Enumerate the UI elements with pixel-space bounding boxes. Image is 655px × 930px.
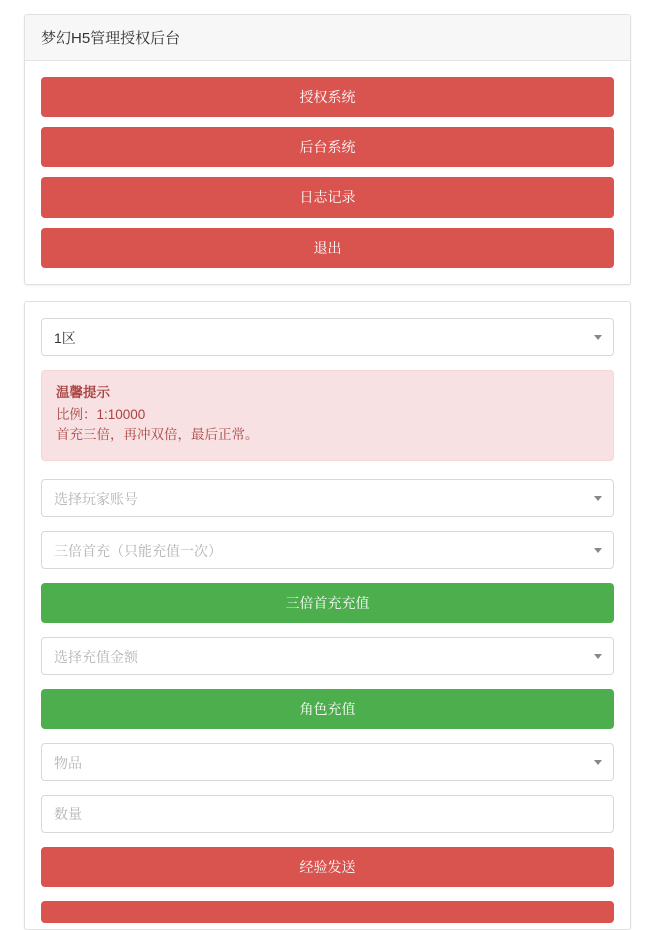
page-title: 梦幻H5管理授权后台 <box>25 15 630 61</box>
recharge-panel <box>24 301 631 930</box>
exp-send-button[interactable]: 经验发送 <box>41 847 614 887</box>
tip-alert-title: 温馨提示 <box>56 384 110 400</box>
player-account-select-value: 选择玩家账号 <box>41 479 614 517</box>
amount-select-value: 选择充值金额 <box>41 637 614 675</box>
item-select-value: 物品 <box>41 743 614 781</box>
first-charge-button[interactable]: 三倍首充充值 <box>41 583 614 623</box>
server-select-value: 1区 <box>41 318 614 356</box>
logout-button[interactable]: 退出 <box>41 228 614 268</box>
log-record-button[interactable]: 日志记录 <box>41 177 614 217</box>
chevron-down-icon <box>594 496 602 501</box>
backend-system-button[interactable]: 后台系统 <box>41 127 614 167</box>
partial-bottom-button[interactable] <box>41 901 614 923</box>
chevron-down-icon <box>594 654 602 659</box>
chevron-down-icon <box>594 760 602 765</box>
quantity-input[interactable] <box>41 795 614 833</box>
server-select[interactable] <box>41 318 614 356</box>
chevron-down-icon <box>594 548 602 553</box>
chevron-down-icon <box>594 335 602 340</box>
recharge-form <box>25 302 630 929</box>
role-charge-button[interactable]: 角色充值 <box>41 689 614 729</box>
item-select[interactable] <box>41 743 614 781</box>
first-charge-select[interactable] <box>41 531 614 569</box>
tip-alert-line-2: 首充三倍，再冲双倍，最后正常。 <box>56 427 259 443</box>
player-account-select[interactable] <box>41 479 614 517</box>
amount-select[interactable] <box>41 637 614 675</box>
first-charge-select-value: 三倍首充（只能充值一次） <box>41 531 614 569</box>
header-panel <box>24 14 631 285</box>
tip-alert-line-1: 比例：1:10000 <box>56 407 146 422</box>
tip-alert <box>41 370 614 461</box>
nav-button-group <box>25 61 630 284</box>
auth-system-button[interactable]: 授权系统 <box>41 77 614 117</box>
